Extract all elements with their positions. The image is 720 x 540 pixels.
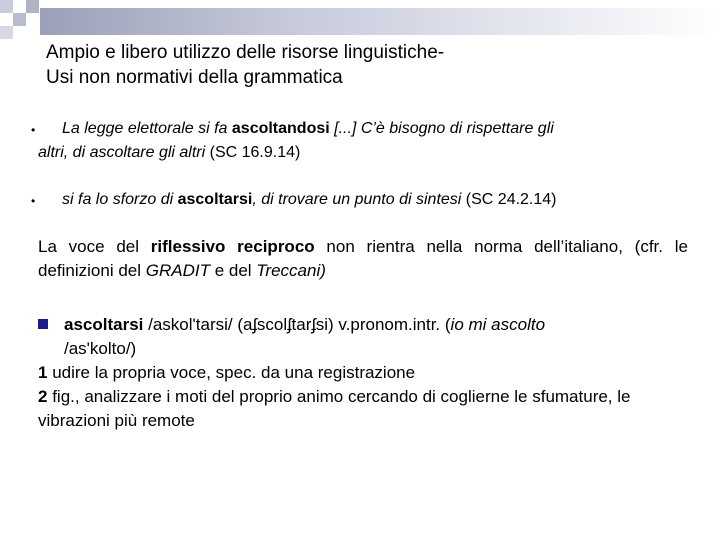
definition-headword-line xyxy=(38,313,678,361)
title-line-2: Usi non normativi della grammatica xyxy=(46,67,343,88)
example-2-post: , di trovare un punto di sintesi xyxy=(252,191,462,208)
deco-square xyxy=(13,13,26,26)
explanation-paragraph xyxy=(38,235,688,283)
deco-square xyxy=(0,26,13,39)
example-1-bold: ascoltandosi xyxy=(231,120,330,137)
deco-square xyxy=(0,13,13,26)
header-gradient-bar xyxy=(40,8,720,35)
sense-text: udire la propria voce, spec. da una registrazione xyxy=(47,363,416,382)
example-italic: io mi ascolto xyxy=(450,315,546,334)
example-1-citation: (SC 16.9.14) xyxy=(205,144,301,161)
sense-number: 2 xyxy=(38,387,48,406)
example-2-line xyxy=(62,189,557,211)
pronunciation-2: /as'kolto/) xyxy=(64,339,137,358)
sense-text: fig., analizzare i moti del proprio animo cercando di coglierne le sfumature, le vibrazioni più remote xyxy=(38,387,631,430)
deco-square xyxy=(26,0,39,13)
pronunciation: /askol'tarsi/ (aʄscolʄtarʄsi) v.pronom.intr. ( xyxy=(143,315,451,334)
para-text: e del xyxy=(209,261,257,280)
para-italic: GRADIT xyxy=(145,261,210,280)
example-1-post: [...] C’è bisogno di rispettare gli xyxy=(329,120,554,137)
para-bold: riflessivo reciproco xyxy=(150,237,315,256)
bullet-dot: • xyxy=(31,123,36,137)
example-1-line-1 xyxy=(62,118,554,140)
para-italic: Treccani) xyxy=(256,261,326,280)
sense-2 xyxy=(38,385,678,433)
example-1-line-2 xyxy=(38,142,300,164)
bullet-dot: • xyxy=(31,194,36,208)
example-1-line2-italic: altri, di ascoltare gli altri xyxy=(38,144,206,161)
sense-1 xyxy=(38,361,678,385)
para-text: non rientra nella norma dell’italiano, (cfr. le definizioni del xyxy=(38,237,688,280)
para-text: La voce del xyxy=(38,237,151,256)
example-2-citation: (SC 24.2.14) xyxy=(461,191,557,208)
deco-square xyxy=(0,0,13,13)
sense-number: 1 xyxy=(38,363,48,382)
deco-square xyxy=(13,0,26,13)
title-line-1: Ampio e libero utilizzo delle risorse linguistiche- xyxy=(46,42,445,63)
example-2-bold: ascoltarsi xyxy=(177,191,253,208)
headword: ascoltarsi xyxy=(64,315,144,334)
deco-square xyxy=(13,26,26,39)
slide-title xyxy=(46,40,444,90)
example-1-pre: La legge elettorale si fa xyxy=(62,120,232,137)
example-2-pre: si fa lo sforzo di xyxy=(62,191,178,208)
deco-square xyxy=(26,13,39,26)
dictionary-definition xyxy=(38,313,678,433)
